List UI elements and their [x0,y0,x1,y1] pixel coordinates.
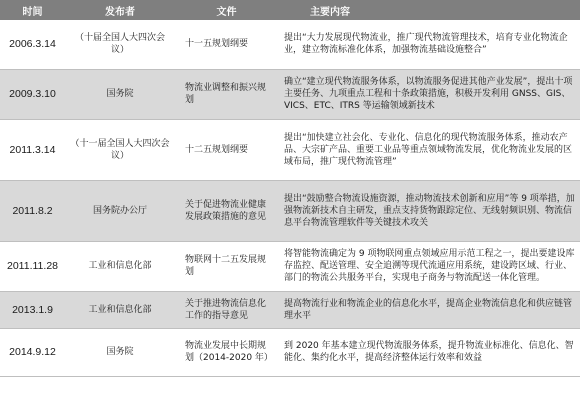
row-date: 2011.11.28 [7,260,58,272]
table-header [0,0,580,20]
row-content: 到 2020 年基本建立现代物流服务体系，提升物流业标准化、信息化、智能化、集约化水平，提高经济整体运行效率和效益 [284,341,574,363]
row-document: 物联网十二五发展规划 [185,255,267,277]
row-content: 提出“大力发展现代物流业，推广现代物流管理技术，培育专业化物流企业，建立物流标准化体系，加强物流基础设施整合” [284,33,568,56]
row-document: 十二五规划纲要 [185,144,249,155]
row-date: 2006.3.14 [9,38,56,51]
row-issuer: 国务院 [106,347,134,357]
header-time: 时间 [22,6,43,18]
row-date: 2011.8.2 [12,204,53,217]
row-content: 提高物流行业和物流企业的信息化水平，提高企业物流信息化和供应链管理水平 [284,298,573,321]
row-content: 确立“建立现代物流服务体系，以物流服务促进其他产业发展”，提出十项主要任务、九项重点工程和十条政策措施，积极开发利用 GNSS、GIS、VICS、ETC、ITRS 等运输领域新技术 [284,77,573,111]
row-document: 十一五规划纲要 [185,39,249,50]
row-issuer: 国务院 [106,89,134,99]
row-date: 2009.3.10 [9,88,56,100]
row-content: 将智能物流确定为 9 项物联网重点领域应用示范工程之一，提出要建设库存监控、配送管理、安全追溯等现代流通应用系统，建设跨区域、行业、部门的物流公共服务平台，实现电子商务与物流配送一体化管理。 [284,249,575,283]
table-row [0,180,580,241]
table-row [0,328,580,376]
row-document: 物流业调整和振兴规划 [185,83,267,105]
row-document: 物流业发展中长期规划（2014-2020 年） [185,341,273,363]
row-document: 关于促进物流业健康发展政策措施的意见 [185,199,267,222]
row-content: 提出“加快建立社会化、专业化、信息化的现代物流服务体系，推动农产品、大宗矿产品、重要工业品等重点领域物流发展，优化物流业发展的区域布局，推广现代物流管理” [284,132,573,167]
table-row [0,69,580,119]
header-issuer: 发布者 [105,6,135,18]
table-row [0,20,580,69]
table-row [0,291,580,328]
row-date: 2014.9.12 [9,346,56,358]
table-row [0,119,580,180]
row-document: 关于推进物流信息化工作的指导意见 [185,298,267,321]
header-row [0,0,580,20]
row-issuer: 国务院办公厅 [92,205,147,216]
table-row [0,241,580,291]
header-content: 主要内容 [310,6,350,18]
row-issuer: （十一届全国人大四次会议） [70,138,170,161]
row-date: 2011.3.14 [9,143,56,156]
row-content: 提出“鼓励整合物流设施资源，推动物流技术创新和应用”等 9 项举措，加强物流新技术自主研发，重点支持货物跟踪定位、无线射频识别、物流信息平台物流管理软件等关键技术攻关 [284,193,575,228]
row-issuer: 工业和信息化部 [88,261,152,271]
header-document: 文件 [216,6,237,18]
row-issuer: 工业和信息化部 [88,304,152,315]
table-body [0,20,580,376]
row-issuer: （十届全国人大四次会议） [74,33,165,56]
row-date: 2013.1.9 [12,303,53,316]
